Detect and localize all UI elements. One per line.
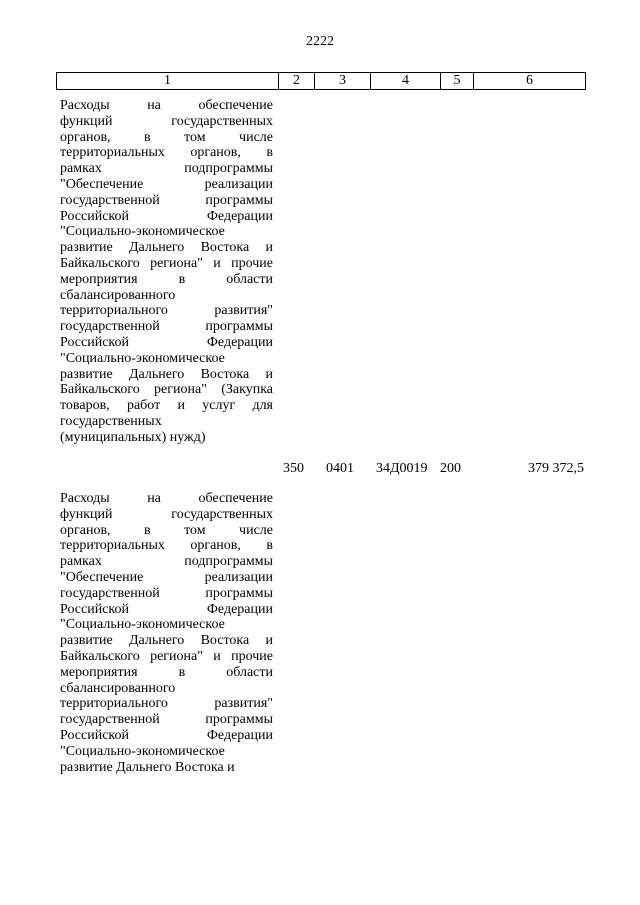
description-line: органов, в том числе: [60, 522, 273, 538]
header-col-4: 4: [371, 73, 441, 90]
description-line: Байкальского региона" (Закупка: [60, 382, 273, 398]
header-row: [57, 73, 586, 90]
description-line: Расходы на обеспечение: [60, 491, 273, 506]
description-line: сбалансированного: [60, 680, 176, 696]
header-col-2: 2: [279, 73, 315, 90]
description-line: территориальных органов, в: [60, 538, 273, 554]
description-line: (муниципальных) нужд): [60, 429, 206, 445]
description-line: развитие Дальнего Востока и: [60, 759, 235, 775]
column-number-header: [56, 72, 586, 90]
description-line: развитие Дальнего Востока и: [60, 633, 273, 649]
description-line: государственной программы: [60, 192, 273, 208]
row-description: [60, 98, 273, 446]
header-col-1: 1: [57, 73, 279, 90]
cell-section: 0401: [326, 461, 354, 476]
description-line: территориального развития": [60, 696, 273, 712]
description-line: государственной программы: [60, 585, 273, 601]
description-line: развитие Дальнего Востока и: [60, 366, 273, 382]
description-line: товаров, работ и услуг для: [60, 398, 273, 414]
cell-amount: 379 372,5: [528, 461, 584, 476]
description-line: Российской Федерации: [60, 334, 273, 350]
description-line: Расходы на обеспечение: [60, 98, 273, 113]
description-line: органов, в том числе: [60, 129, 273, 145]
description-line: государственной программы: [60, 319, 273, 335]
description-line: Российской Федерации: [60, 727, 273, 743]
description-line: Российской Федерации: [60, 601, 273, 617]
description-line: сбалансированного: [60, 287, 176, 303]
header-col-6: 6: [474, 73, 586, 90]
row-description: [60, 491, 273, 775]
description-line: Байкальского региона" и прочие: [60, 255, 273, 271]
description-line: мероприятия в области: [60, 271, 273, 287]
description-line: функций государственных: [60, 506, 273, 522]
description-line: "Социально-экономическое: [60, 350, 225, 366]
description-line: "Обеспечение реализации: [60, 569, 273, 585]
cell-ved: 350: [283, 461, 304, 476]
header-col-3: 3: [315, 73, 371, 90]
description-line: развитие Дальнего Востока и: [60, 240, 273, 256]
description-line: рамках подпрограммы: [60, 554, 273, 570]
page-number: 2222: [306, 34, 334, 49]
description-line: "Обеспечение реализации: [60, 176, 273, 192]
description-line: "Социально-экономическое: [60, 617, 225, 633]
cell-expense-type: 200: [440, 461, 461, 476]
description-line: государственных: [60, 413, 162, 429]
description-line: рамках подпрограммы: [60, 161, 273, 177]
description-line: "Социально-экономическое: [60, 743, 225, 759]
description-line: мероприятия в области: [60, 664, 273, 680]
description-line: территориального развития": [60, 303, 273, 319]
header-col-5: 5: [441, 73, 474, 90]
description-line: государственной программы: [60, 712, 273, 728]
description-line: функций государственных: [60, 113, 273, 129]
description-line: территориальных органов, в: [60, 145, 273, 161]
cell-target-article: 34Д0019: [376, 461, 428, 476]
description-line: "Социально-экономическое: [60, 224, 225, 240]
description-line: Байкальского региона" и прочие: [60, 648, 273, 664]
description-line: Российской Федерации: [60, 208, 273, 224]
